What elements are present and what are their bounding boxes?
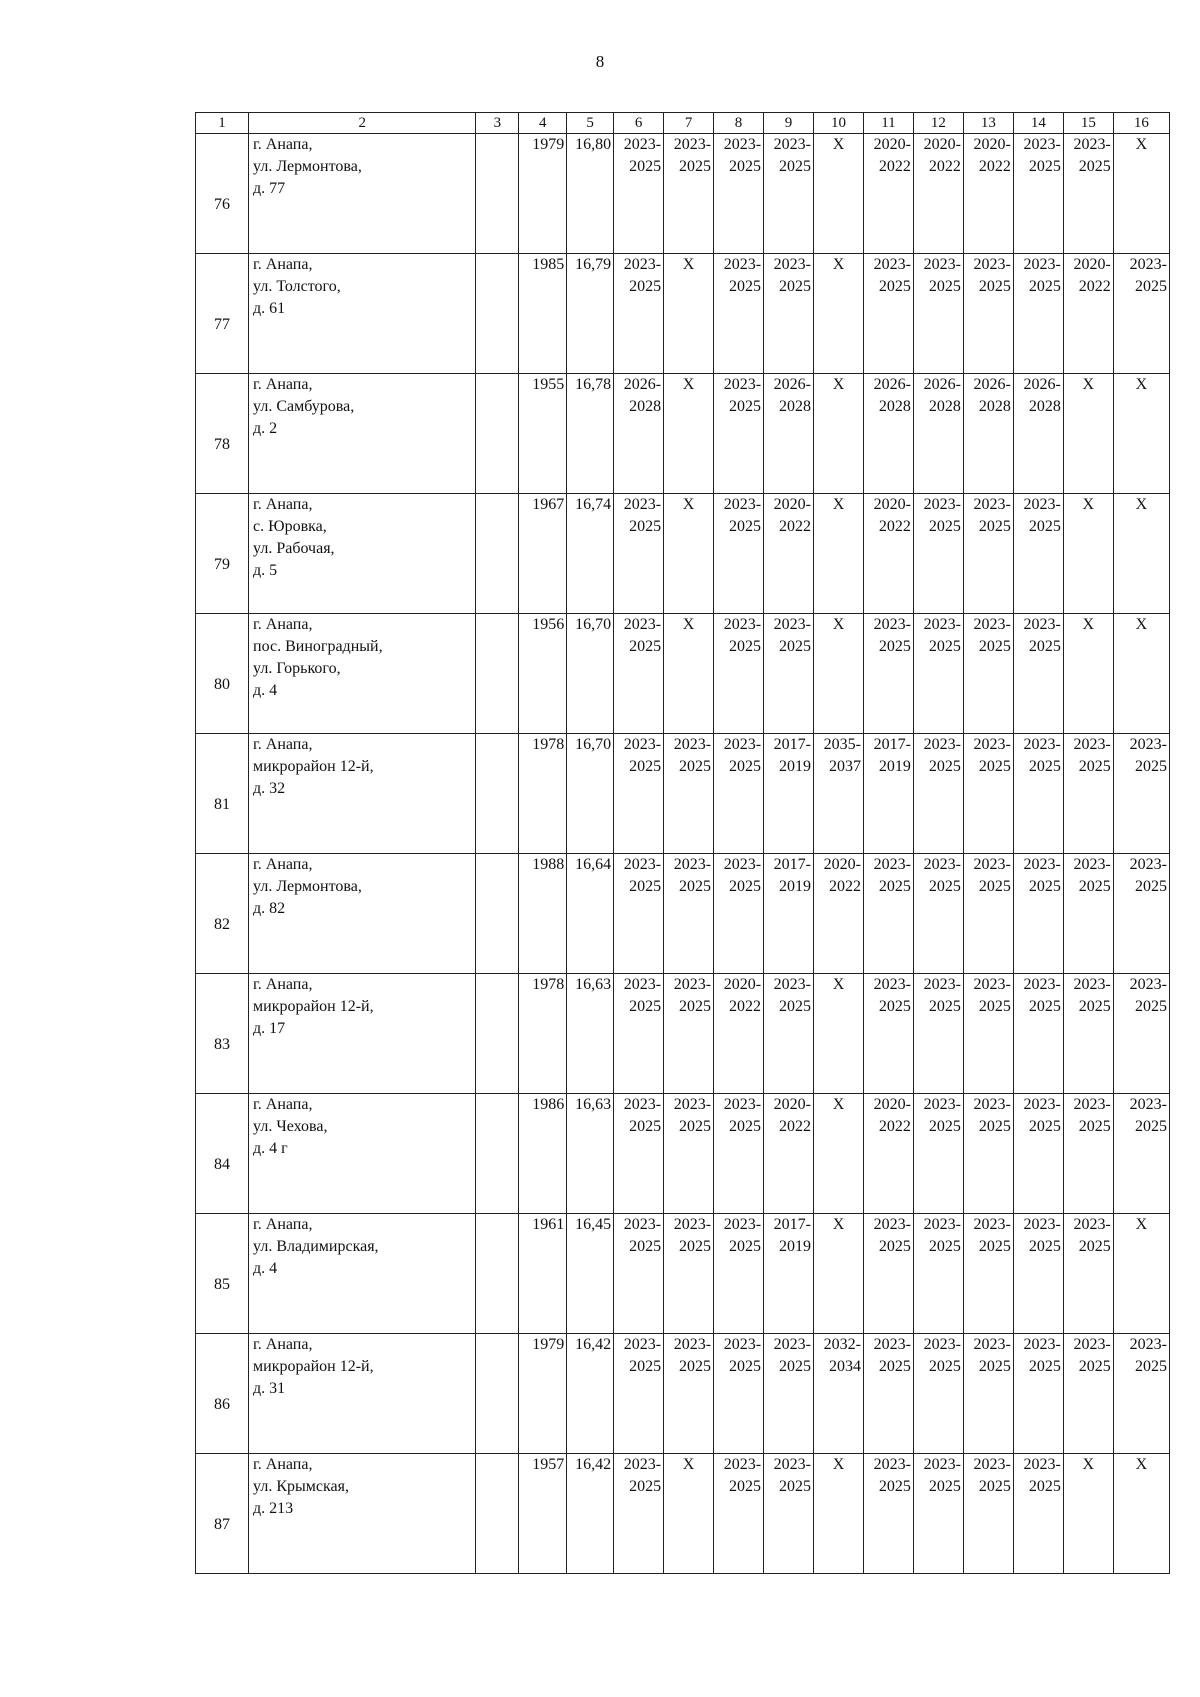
period-cell: 2023- 2025 (764, 614, 814, 734)
table-row (196, 854, 1170, 974)
column-3-cell (476, 734, 519, 854)
column-header: 1 (196, 113, 249, 134)
period-cell: 2023- 2025 (863, 974, 913, 1094)
period-cell: 2023- 2025 (714, 734, 764, 854)
year-cell: 1967 (519, 494, 567, 614)
period-cell: 2023- 2025 (1113, 734, 1169, 854)
period-cell: X (1063, 494, 1113, 614)
period-cell: 2023- 2025 (913, 254, 963, 374)
period-cell: 2023- 2025 (764, 134, 814, 254)
period-cell: 2023- 2025 (714, 1454, 764, 1574)
period-cell: 2023- 2025 (664, 854, 714, 974)
period-cell: 2023- 2025 (614, 1214, 664, 1334)
period-cell: 2023- 2025 (664, 134, 714, 254)
row-number: 82 (196, 854, 249, 974)
period-cell: 2023- 2025 (1113, 854, 1169, 974)
period-cell: 2023- 2025 (714, 254, 764, 374)
page-number: 8 (595, 52, 605, 71)
period-cell: 2023- 2025 (1113, 1334, 1169, 1454)
period-cell: X (1113, 134, 1169, 254)
table-row (196, 1094, 1170, 1214)
value-cell: 16,45 (567, 1214, 614, 1334)
period-cell: 2017- 2019 (764, 734, 814, 854)
period-cell: 2020- 2022 (764, 1094, 814, 1214)
period-cell: 2023- 2025 (1013, 1454, 1063, 1574)
year-cell: 1988 (519, 854, 567, 974)
period-cell: 2023- 2025 (714, 854, 764, 974)
address-cell: г. Анапа, с. Юровка, ул. Рабочая, д. 5 (249, 494, 476, 614)
period-cell: X (664, 1454, 714, 1574)
value-cell: 16,74 (567, 494, 614, 614)
year-cell: 1985 (519, 254, 567, 374)
period-cell: X (813, 134, 863, 254)
year-cell: 1956 (519, 614, 567, 734)
period-cell: 2023- 2025 (714, 614, 764, 734)
period-cell: 2020- 2022 (913, 134, 963, 254)
column-header: 6 (614, 113, 664, 134)
column-3-cell (476, 494, 519, 614)
column-header: 9 (764, 113, 814, 134)
period-cell: 2023- 2025 (1063, 974, 1113, 1094)
period-cell: 2023- 2025 (863, 254, 913, 374)
period-cell: X (1113, 494, 1169, 614)
period-cell: 2023- 2025 (963, 1094, 1013, 1214)
column-header: 15 (1063, 113, 1113, 134)
period-cell: 2023- 2025 (614, 1094, 664, 1214)
period-cell: 2023- 2025 (863, 1214, 913, 1334)
period-cell: 2023- 2025 (614, 854, 664, 974)
period-cell: 2023- 2025 (1013, 1334, 1063, 1454)
period-cell: 2023- 2025 (614, 1454, 664, 1574)
period-cell: 2023- 2025 (863, 614, 913, 734)
period-cell: X (1063, 614, 1113, 734)
address-cell: г. Анапа, микрорайон 12-й, д. 17 (249, 974, 476, 1094)
value-cell: 16,78 (567, 374, 614, 494)
period-cell: 2023- 2025 (614, 254, 664, 374)
period-cell: 2026- 2028 (913, 374, 963, 494)
value-cell: 16,70 (567, 734, 614, 854)
row-number: 81 (196, 734, 249, 854)
period-cell: 2020- 2022 (863, 1094, 913, 1214)
period-cell: 2023- 2025 (963, 1454, 1013, 1574)
period-cell: 2023- 2025 (913, 854, 963, 974)
table-row (196, 254, 1170, 374)
column-3-cell (476, 1094, 519, 1214)
period-cell: X (664, 614, 714, 734)
period-cell: X (664, 494, 714, 614)
period-cell: 2023- 2025 (1113, 254, 1169, 374)
row-number: 78 (196, 374, 249, 494)
period-cell: 2023- 2025 (614, 134, 664, 254)
period-cell: 2023- 2025 (1063, 854, 1113, 974)
table-row (196, 494, 1170, 614)
row-number: 84 (196, 1094, 249, 1214)
period-cell: 2023- 2025 (614, 1334, 664, 1454)
period-cell: 2023- 2025 (1013, 1214, 1063, 1334)
column-header: 4 (519, 113, 567, 134)
period-cell: 2026- 2028 (863, 374, 913, 494)
column-header: 10 (813, 113, 863, 134)
address-cell: г. Анапа, ул. Чехова, д. 4 г (249, 1094, 476, 1214)
period-cell: X (1113, 374, 1169, 494)
column-3-cell (476, 1454, 519, 1574)
period-cell: 2023- 2025 (664, 1214, 714, 1334)
address-cell: г. Анапа, ул. Крымская, д. 213 (249, 1454, 476, 1574)
column-3-cell (476, 1214, 519, 1334)
address-cell: г. Анапа, микрорайон 12-й, д. 32 (249, 734, 476, 854)
period-cell: 2023- 2025 (913, 974, 963, 1094)
period-cell: X (664, 374, 714, 494)
period-cell: 2020- 2022 (714, 974, 764, 1094)
period-cell: 2023- 2025 (863, 854, 913, 974)
period-cell: 2026- 2028 (1013, 374, 1063, 494)
period-cell: X (1063, 374, 1113, 494)
value-cell: 16,80 (567, 134, 614, 254)
period-cell: X (813, 494, 863, 614)
table-row (196, 734, 1170, 854)
row-number: 85 (196, 1214, 249, 1334)
period-cell: 2023- 2025 (1063, 1214, 1113, 1334)
period-cell: 2023- 2025 (1013, 734, 1063, 854)
period-cell: X (813, 1214, 863, 1334)
period-cell: 2023- 2025 (614, 494, 664, 614)
value-cell: 16,63 (567, 974, 614, 1094)
row-number: 79 (196, 494, 249, 614)
column-header: 7 (664, 113, 714, 134)
table-row (196, 374, 1170, 494)
period-cell: 2023- 2025 (1013, 254, 1063, 374)
year-cell: 1957 (519, 1454, 567, 1574)
column-header: 2 (249, 113, 476, 134)
period-cell: 2023- 2025 (913, 1094, 963, 1214)
period-cell: 2023- 2025 (863, 1334, 913, 1454)
address-cell: г. Анапа, ул. Лермонтова, д. 77 (249, 134, 476, 254)
period-cell: 2023- 2025 (1013, 1094, 1063, 1214)
period-cell: 2023- 2025 (714, 1214, 764, 1334)
address-cell: г. Анапа, ул. Толстого, д. 61 (249, 254, 476, 374)
period-cell: X (813, 374, 863, 494)
period-cell: 2017- 2019 (764, 1214, 814, 1334)
column-3-cell (476, 254, 519, 374)
value-cell: 16,64 (567, 854, 614, 974)
period-cell: 2023- 2025 (963, 854, 1013, 974)
period-cell: X (813, 254, 863, 374)
period-cell: X (1113, 1454, 1169, 1574)
period-cell: 2023- 2025 (664, 1334, 714, 1454)
table-row (196, 134, 1170, 254)
column-3-cell (476, 614, 519, 734)
year-cell: 1979 (519, 134, 567, 254)
row-number: 83 (196, 974, 249, 1094)
table-row (196, 1454, 1170, 1574)
period-cell: 2023- 2025 (913, 734, 963, 854)
period-cell: 2023- 2025 (963, 1334, 1013, 1454)
value-cell: 16,70 (567, 614, 614, 734)
period-cell: 2023- 2025 (1013, 974, 1063, 1094)
period-cell: 2023- 2025 (913, 1214, 963, 1334)
period-cell: 2026- 2028 (614, 374, 664, 494)
period-cell: 2023- 2025 (1063, 134, 1113, 254)
address-cell: г. Анапа, ул. Лермонтова, д. 82 (249, 854, 476, 974)
period-cell: 2023- 2025 (764, 974, 814, 1094)
column-number-row (196, 113, 1170, 134)
period-cell: 2023- 2025 (714, 494, 764, 614)
column-3-cell (476, 1334, 519, 1454)
year-cell: 1955 (519, 374, 567, 494)
row-number: 87 (196, 1454, 249, 1574)
period-cell: 2026- 2028 (963, 374, 1013, 494)
period-cell: 2023- 2025 (714, 1094, 764, 1214)
period-cell: 2023- 2025 (963, 494, 1013, 614)
period-cell: 2023- 2025 (664, 1094, 714, 1214)
row-number: 77 (196, 254, 249, 374)
period-cell: 2023- 2025 (963, 254, 1013, 374)
period-cell: 2023- 2025 (1013, 614, 1063, 734)
period-cell: 2020- 2022 (1063, 254, 1113, 374)
period-cell: 2023- 2025 (913, 614, 963, 734)
period-cell: 2023- 2025 (863, 1454, 913, 1574)
value-cell: 16,42 (567, 1454, 614, 1574)
period-cell: 2023- 2025 (1013, 134, 1063, 254)
register-body (196, 134, 1170, 1574)
column-3-cell (476, 374, 519, 494)
period-cell: X (813, 974, 863, 1094)
value-cell: 16,79 (567, 254, 614, 374)
period-cell: X (1063, 1454, 1113, 1574)
address-cell: г. Анапа, пос. Виноградный, ул. Горького, д. 4 (249, 614, 476, 734)
period-cell: 2023- 2025 (1063, 734, 1113, 854)
period-cell: 2023- 2025 (664, 974, 714, 1094)
column-3-cell (476, 854, 519, 974)
period-cell: 2023- 2025 (963, 974, 1013, 1094)
period-cell: 2017- 2019 (863, 734, 913, 854)
column-header: 8 (714, 113, 764, 134)
address-cell: г. Анапа, ул. Владимирская, д. 4 (249, 1214, 476, 1334)
period-cell: X (813, 1454, 863, 1574)
period-cell: 2023- 2025 (614, 614, 664, 734)
period-cell: 2023- 2025 (1063, 1094, 1113, 1214)
address-cell: г. Анапа, микрорайон 12-й, д. 31 (249, 1334, 476, 1454)
period-cell: 2023- 2025 (614, 734, 664, 854)
period-cell: 2020- 2022 (963, 134, 1013, 254)
period-cell: X (1113, 614, 1169, 734)
period-cell: 2020- 2022 (863, 494, 913, 614)
column-3-cell (476, 134, 519, 254)
period-cell: 2023- 2025 (714, 374, 764, 494)
period-cell: X (813, 1094, 863, 1214)
column-3-cell (476, 974, 519, 1094)
row-number: 86 (196, 1334, 249, 1454)
period-cell: 2023- 2025 (1113, 974, 1169, 1094)
row-number: 76 (196, 134, 249, 254)
year-cell: 1978 (519, 734, 567, 854)
year-cell: 1978 (519, 974, 567, 1094)
period-cell: 2023- 2025 (1013, 494, 1063, 614)
column-header: 13 (963, 113, 1013, 134)
year-cell: 1979 (519, 1334, 567, 1454)
period-cell: 2020- 2022 (764, 494, 814, 614)
period-cell: 2023- 2025 (714, 1334, 764, 1454)
period-cell: 2020- 2022 (863, 134, 913, 254)
period-cell: 2023- 2025 (764, 1454, 814, 1574)
period-cell: 2023- 2025 (913, 1454, 963, 1574)
column-header: 11 (863, 113, 913, 134)
housing-register-table (195, 112, 1170, 1574)
value-cell: 16,42 (567, 1334, 614, 1454)
column-header: 16 (1113, 113, 1169, 134)
period-cell: 2023- 2025 (963, 614, 1013, 734)
address-cell: г. Анапа, ул. Самбурова, д. 2 (249, 374, 476, 494)
year-cell: 1986 (519, 1094, 567, 1214)
year-cell: 1961 (519, 1214, 567, 1334)
period-cell: 2035- 2037 (813, 734, 863, 854)
period-cell: 2023- 2025 (764, 1334, 814, 1454)
period-cell: 2026- 2028 (764, 374, 814, 494)
period-cell: 2023- 2025 (1013, 854, 1063, 974)
value-cell: 16,63 (567, 1094, 614, 1214)
table-row (196, 1214, 1170, 1334)
period-cell: 2032- 2034 (813, 1334, 863, 1454)
period-cell: 2023- 2025 (963, 734, 1013, 854)
row-number: 80 (196, 614, 249, 734)
period-cell: 2023- 2025 (764, 254, 814, 374)
period-cell: 2017- 2019 (764, 854, 814, 974)
table-row (196, 614, 1170, 734)
period-cell: 2023- 2025 (714, 134, 764, 254)
period-cell: X (664, 254, 714, 374)
period-cell: X (1113, 1214, 1169, 1334)
period-cell: 2023- 2025 (913, 1334, 963, 1454)
period-cell: 2023- 2025 (963, 1214, 1013, 1334)
period-cell: 2023- 2025 (664, 734, 714, 854)
period-cell: 2020- 2022 (813, 854, 863, 974)
period-cell: X (813, 614, 863, 734)
period-cell: 2023- 2025 (614, 974, 664, 1094)
period-cell: 2023- 2025 (1113, 1094, 1169, 1214)
column-header: 5 (567, 113, 614, 134)
table-row (196, 1334, 1170, 1454)
period-cell: 2023- 2025 (1063, 1334, 1113, 1454)
column-header: 14 (1013, 113, 1063, 134)
column-header: 3 (476, 113, 519, 134)
column-header: 12 (913, 113, 963, 134)
period-cell: 2023- 2025 (913, 494, 963, 614)
table-row (196, 974, 1170, 1094)
